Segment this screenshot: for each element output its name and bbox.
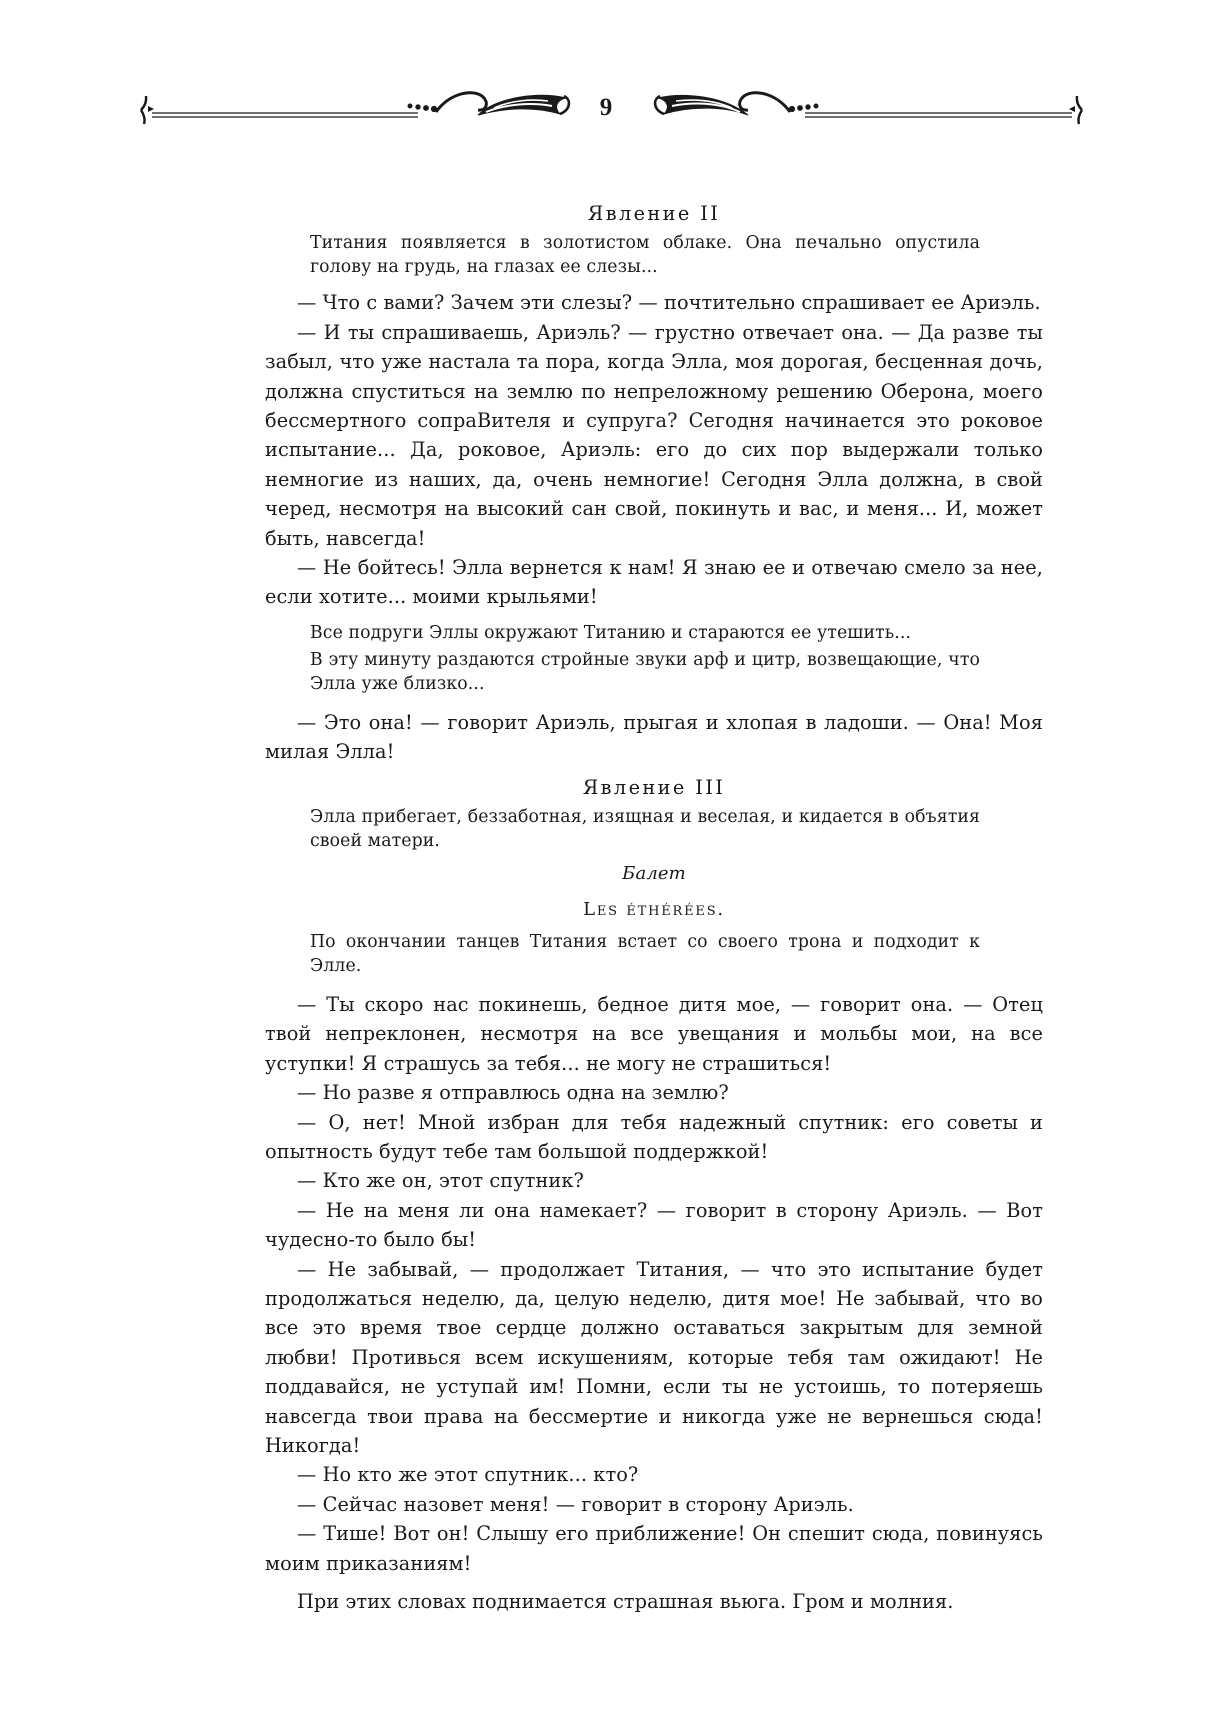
paragraph: — Тише! Вот он! Слышу его приближение! Он спешит сюда, повинуясь моим приказаниям! xyxy=(265,1522,1043,1575)
ballet-name: Les éthérées. xyxy=(583,898,725,920)
paragraph: — Ты скоро нас покинешь, бедное дитя мое, — говорит она. — Отец твой непреклонен, несмотря на все увещания и мольбы мои, на все уступки! Я страшусь за тебя... не могу не страшиться! xyxy=(265,992,1043,1075)
paragraph: — И ты спрашиваешь, Ариэль? — грустно отвечает она. — Да разве ты забыл, что уже настала та пора, когда Элла, моя дорогая, бесценная дочь, должна спуститься на землю по непреложному решению Оберона, моего бессмертного сопраВителя и супруга? Сегодня начинается это роковое испытание... Да, роковое, Ариэль: его до сих пор выдержали только немногие из наших, да, очень немногие! Сегодня Элла должна, в свой черед, несмотря на высокий сан свой, покинуть и вас, и меня... И, может быть, навсегда! xyxy=(265,320,1043,550)
page-number: 9 xyxy=(599,94,613,121)
paragraph: — Кто же он, этот спутник? xyxy=(297,1169,584,1193)
scene-heading: Явление II xyxy=(587,202,721,225)
paragraph: — Не бойтесь! Элла вернется к нам! Я знаю ее и отвечаю смело за нее, если хотите... моими крыльями! xyxy=(265,556,1043,609)
stage-direction: Все подруги Эллы окружают Титанию и стараются ее утешить... xyxy=(310,622,912,643)
page-header xyxy=(0,0,1211,160)
decorative-scroll-rule-icon xyxy=(0,0,1211,160)
stage-direction: Элла прибегает, беззаботная, изящная и веселая, и кидается в объятия своей матери. xyxy=(310,807,980,852)
paragraph: — Не забывай, — продолжает Титания, — что это испытание будет продолжаться неделю, да, целую неделю, дитя мое! Не забывай, что во все это время твое сердце должно оставаться закрытым для земной любви! Противься всем искушениям, которые тебя там ожидают! Не поддавайся, не уступай им! Помни, если ты не устоишь, то потеряешь навсегда твои права на бессмертие и никогда уже не вернешься сюда! Никогда! xyxy=(265,1257,1043,1457)
stage-direction: При этих словах поднимается страшная вьюга. Гром и молния. xyxy=(297,1590,954,1614)
stage-direction: Титания появляется в золотистом облаке. Она печально опустила голову на грудь, на глазах ее слезы... xyxy=(310,233,980,278)
page-body xyxy=(265,199,1043,1616)
paragraph: — Сейчас назовет меня! — говорит в сторону Ариэль. xyxy=(297,1492,854,1516)
scene-heading: Явление III xyxy=(582,775,726,799)
paragraph: — Не на меня ли она намекает? — говорит в сторону Ариэль. — Вот чудесно-то было бы! xyxy=(265,1198,1043,1252)
paragraph: — Но кто же этот спутник... кто? xyxy=(297,1463,639,1487)
stage-direction: В эту минуту раздаются стройные звуки арф и цитр, возвещающие, что Элла уже близко... xyxy=(310,649,980,694)
stage-direction: По окончании танцев Титания встает со своего трона и подходит к Элле. xyxy=(310,931,980,976)
paragraph: — О, нет! Мной избран для тебя надежный спутник: его советы и опытность будут тебе там большой поддержкой! xyxy=(265,1110,1043,1163)
paragraph: — Но разве я отправлюсь одна на землю? xyxy=(297,1081,729,1105)
ballet-label: Балет xyxy=(622,863,686,885)
paragraph: — Это она! — говорит Ариэль, прыгая и хлопая в ладоши. — Она! Моя милая Элла! xyxy=(265,710,1043,764)
paragraph: — Что с вами? Зачем эти слезы? — почтительно спрашивает ее Ариэль. xyxy=(297,291,1041,315)
